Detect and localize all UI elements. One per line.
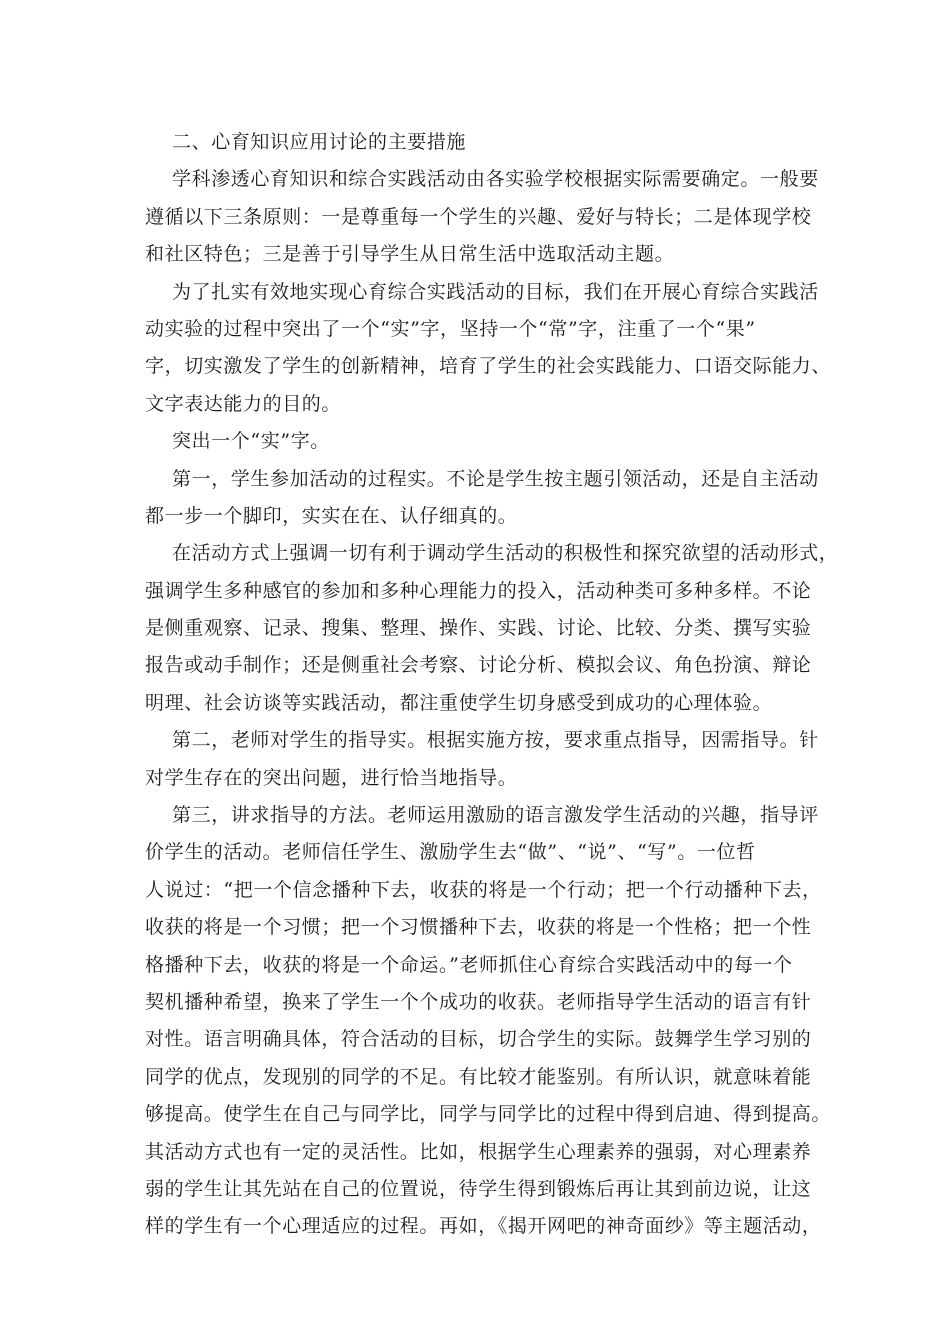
text-line: 收获的将是一个习惯；把一个习惯播种下去，收获的将是一个性格；把一个性 [145, 916, 812, 939]
text-line: 格播种下去，收获的将是一个命运。”老师抓住心育综合实践活动中的每一个 [145, 953, 793, 976]
text-line: 人说过：“把一个信念播种下去，收获的将是一个行动；把一个行动播种下去， [145, 878, 822, 901]
text-line: 契机播种希望，换来了学生一个个成功的收获。老师指导学生活动的语言有针 [145, 990, 812, 1013]
text-line: 动实验的过程中突出了一个“实”字，坚持一个“常”字，注重了一个“果” [145, 317, 756, 340]
text-line: 样的学生有一个心理适应的过程。再如，《揭开网吧的神奇面纱》等主题活动， [145, 1215, 822, 1238]
text-line: 都一步一个脚印，实实在在、认仔细真的。 [145, 504, 518, 527]
text-line: 和社区特色；三是善于引导学生从日常生活中选取活动主题。 [145, 243, 675, 266]
text-line: 够提高。使学生在自己与同学比，同学与同学比的过程中得到启迪、得到提高。 [145, 1103, 832, 1126]
text-line: 对性。语言明确具体，符合活动的目标，切合学生的实际。鼓舞学生学习别的 [145, 1028, 812, 1051]
text-line: 遵循以下三条原则：一是尊重每一个学生的兴趣、爱好与特长；二是体现学校 [145, 205, 812, 228]
text-line: 突出一个“实”字。 [172, 430, 330, 453]
text-line: 为了扎实有效地实现心育综合实践活动的目标，我们在开展心育综合实践活 [172, 280, 819, 303]
text-line: 文字表达能力的目的。 [145, 392, 342, 415]
text-line: 报告或动手制作；还是侧重社会考察、讨论分析、模拟会议、角色扮演、辩论 [145, 654, 812, 677]
text-line: 弱的学生让其先站在自己的位置说，待学生得到锻炼后再让其到前边说，让这 [145, 1177, 812, 1200]
text-line: 在活动方式上强调一切有利于调动学生活动的积极性和探究欲望的活动形式， [172, 542, 839, 565]
section-heading: 二、心育知识应用讨论的主要措施 [172, 131, 467, 153]
text-line: 对学生存在的突出问题，进行恰当地指导。 [145, 766, 518, 789]
text-line: 第一，学生参加活动的过程实。不论是学生按主题引领活动，还是自主活动 [172, 467, 819, 490]
text-line: 第二，老师对学生的指导实。根据实施方按，要求重点指导，因需指导。针 [172, 729, 819, 752]
text-line: 同学的优点，发现别的同学的不足。有比较才能鉴别。有所认识，就意味着能 [145, 1065, 812, 1088]
text-line: 其活动方式也有一定的灵活性。比如，根据学生心理素养的强弱，对心理素养 [145, 1140, 812, 1163]
text-line: 字，切实激发了学生的创新精神，培育了学生的社会实践能力、口语交际能力、 [145, 355, 832, 378]
text-line: 价学生的活动。老师信任学生、激励学生去“做”、“说”、“写”。一位哲 [145, 841, 756, 864]
text-line: 学科渗透心育知识和综合实践活动由各实验学校根据实际需要确定。一般要 [172, 168, 819, 191]
text-line: 强调学生多种感官的参加和多种心理能力的投入，活动种类可多种多样。不论 [145, 579, 812, 602]
document-body [145, 124, 839, 1246]
text-line: 第三，讲求指导的方法。老师运用激励的语言激发学生活动的兴趣，指导评 [172, 804, 819, 827]
text-line: 明理、社会访谈等实践活动，都注重使学生切身感受到成功的心理体验。 [145, 691, 773, 714]
text-line: 是侧重观察、记录、搜集、整理、操作、实践、讨论、比较、分类、撰写实验 [145, 617, 812, 640]
